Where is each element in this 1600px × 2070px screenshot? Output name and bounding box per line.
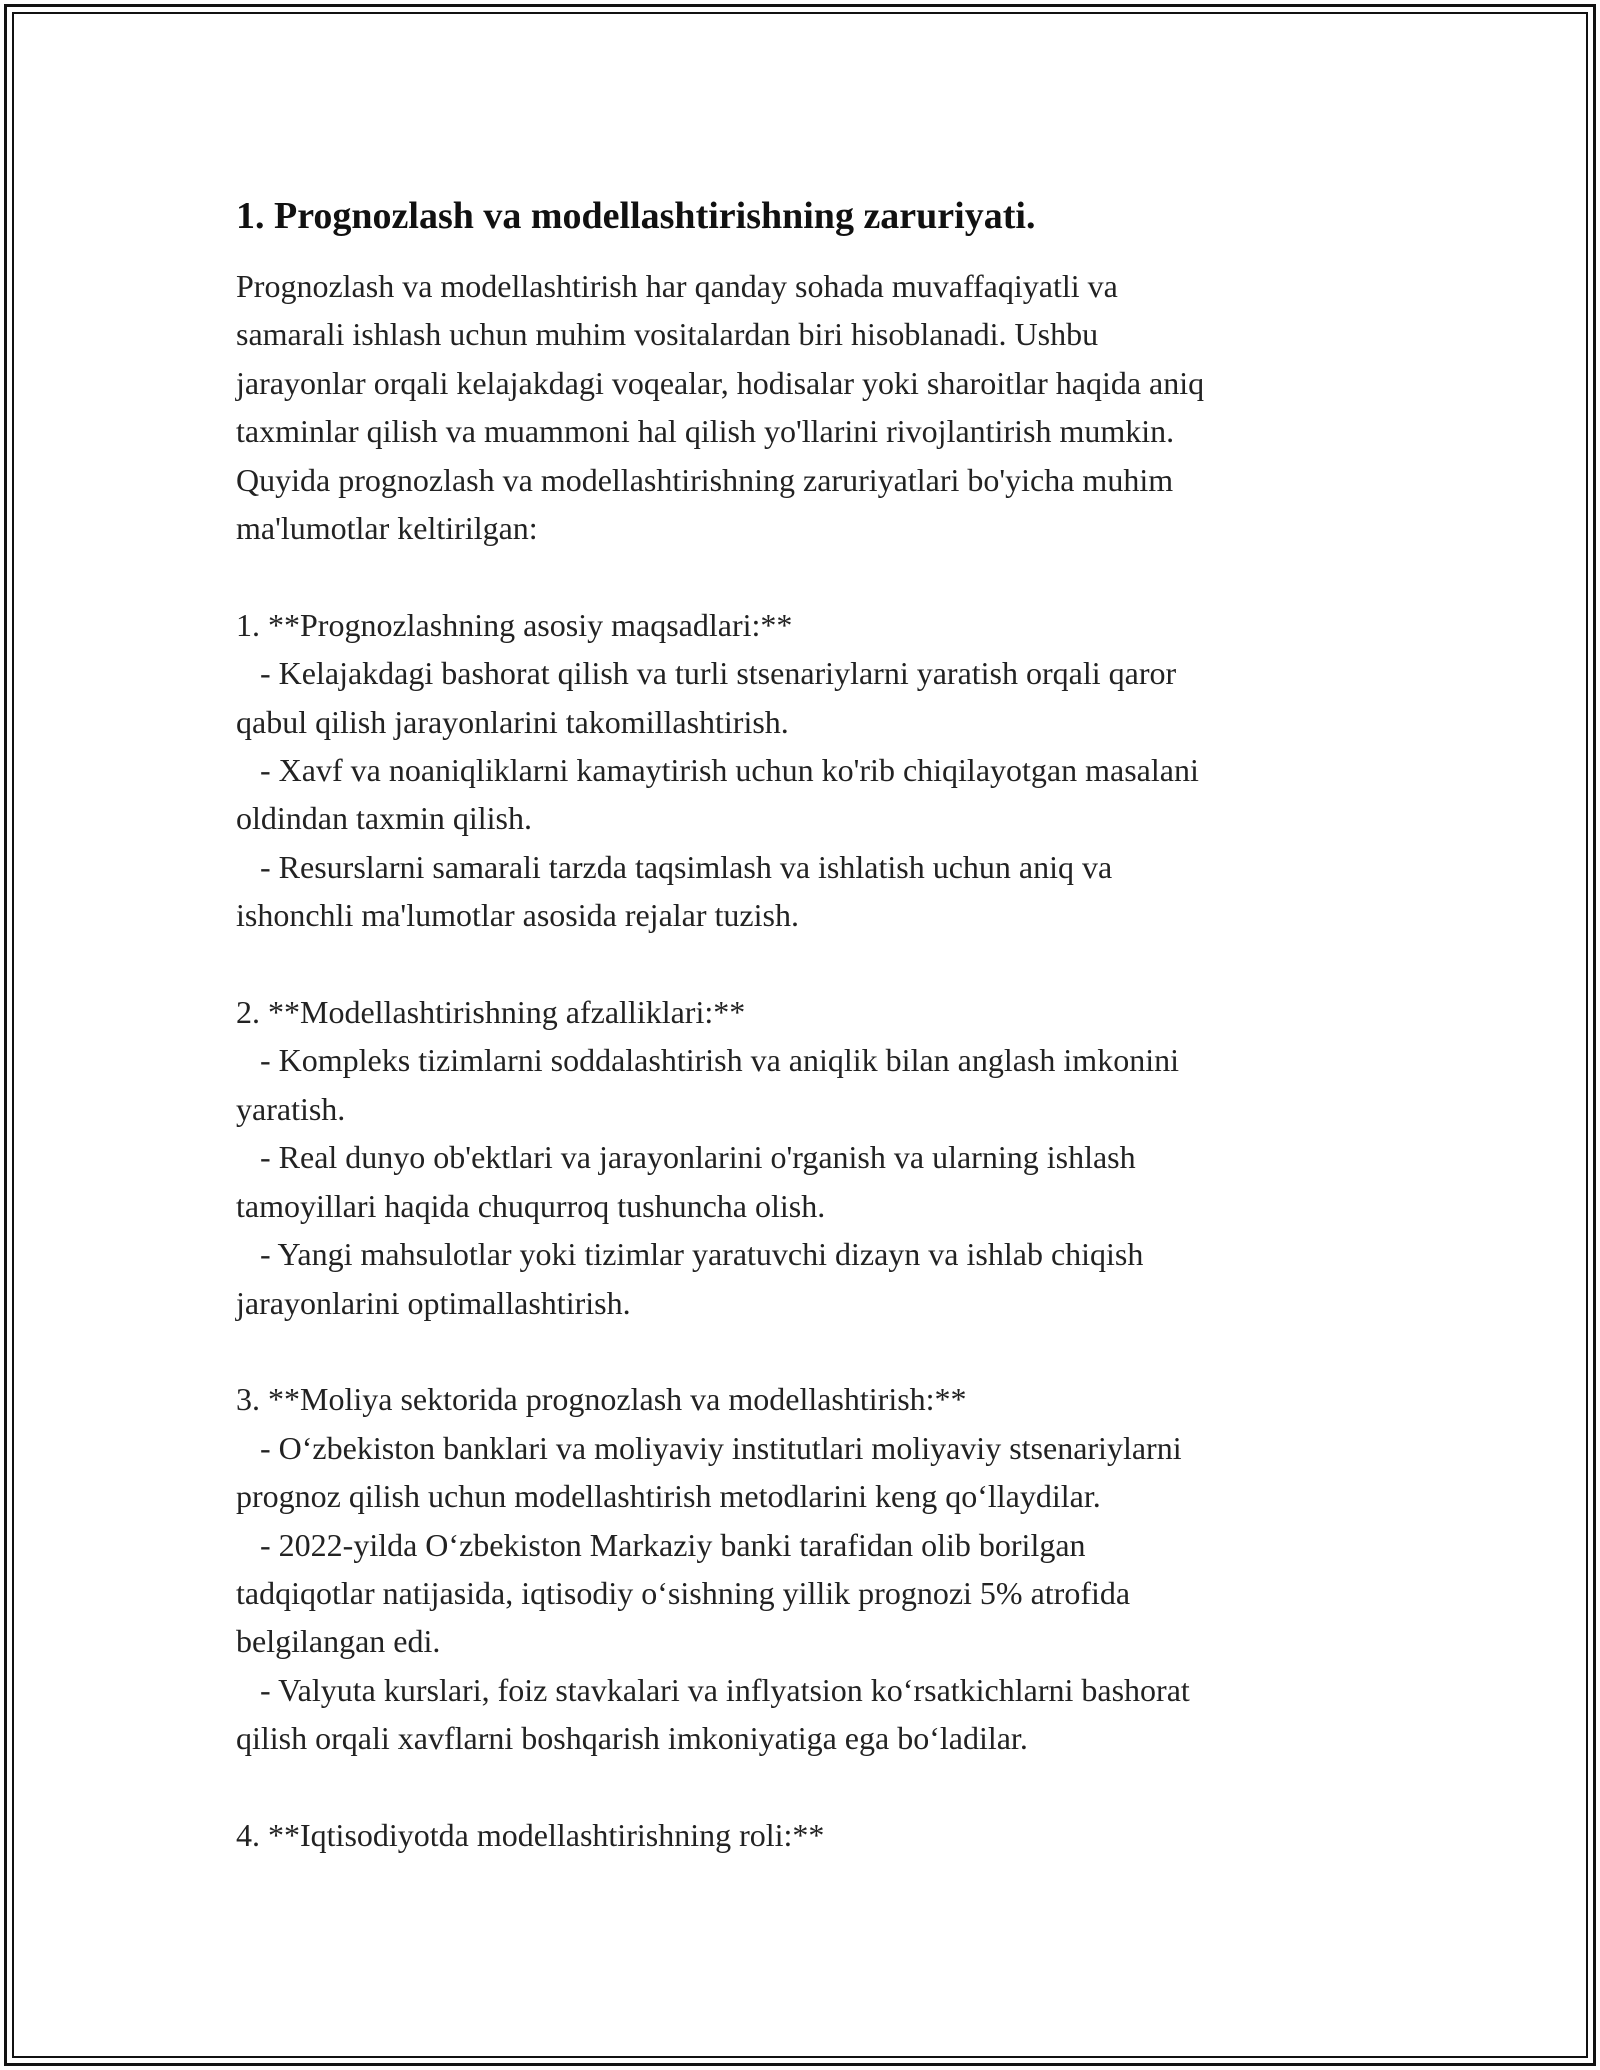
text-line: - Kelajakdagi bashorat qilish va turli stsenariylarni yaratish orqali qaror bbox=[236, 655, 1177, 692]
text-line: belgilangan edi. bbox=[236, 1623, 441, 1660]
text-line: yaratish. bbox=[236, 1090, 346, 1127]
text-line bbox=[236, 940, 1376, 988]
text-line: - O‘zbekiston banklari va moliyaviy institutlari moliyaviy stsenariylarni bbox=[236, 1429, 1182, 1466]
text-line: jarayonlarini optimallashtirish. bbox=[236, 1284, 631, 1321]
document-body bbox=[236, 262, 1376, 1859]
text-line: ma'lumotlar keltirilgan: bbox=[236, 510, 538, 547]
text-line: qabul qilish jarayonlarini takomillashtirish. bbox=[236, 703, 789, 740]
text-line: samarali ishlash uchun muhim vositalardan biri hisoblanadi. Ushbu bbox=[236, 316, 1099, 353]
text-line: Quyida prognozlash va modellashtirishning zaruriyatlari bo'yicha muhim bbox=[236, 461, 1174, 498]
text-line bbox=[236, 552, 1376, 600]
text-line: - Real dunyo ob'ektlari va jarayonlarini o'rganish va ularning ishlash bbox=[236, 1139, 1136, 1176]
text-line: - Kompleks tizimlarni soddalashtirish va aniqlik bilan anglash imkonini bbox=[236, 1042, 1179, 1079]
text-line: taxminlar qilish va muammoni hal qilish yo'llarini rivojlantirish mumkin. bbox=[236, 413, 1175, 450]
text-line bbox=[236, 1763, 1376, 1811]
text-line: ishonchli ma'lumotlar asosida rejalar tuzish. bbox=[236, 897, 799, 934]
text-line: 1. **Prognozlashning asosiy maqsadlari:** bbox=[236, 606, 793, 643]
text-line: tadqiqotlar natijasida, iqtisodiy o‘sishning yillik prognozi 5% atrofida bbox=[236, 1574, 1131, 1611]
text-line: 2. **Modellashtirishning afzalliklari:** bbox=[236, 994, 746, 1031]
document-page bbox=[236, 190, 1376, 1859]
text-line: 3. **Moliya sektorida prognozlash va modellashtirish:** bbox=[236, 1381, 967, 1418]
section-heading: 1. Prognozlash va modellashtirishning zaruriyati. bbox=[236, 195, 1036, 237]
text-line: oldindan taxmin qilish. bbox=[236, 800, 532, 837]
text-line: - Resurslarni samarali tarzda taqsimlash va ishlatish uchun aniq va bbox=[236, 848, 1113, 885]
text-line: prognoz qilish uchun modellashtirish metodlarini keng qo‘llaydilar. bbox=[236, 1478, 1101, 1515]
text-line: - Xavf va noaniqliklarni kamaytirish uchun ko'rib chiqilayotgan masalani bbox=[236, 752, 1199, 789]
text-line: - Yangi mahsulotlar yoki tizimlar yaratuvchi dizayn va ishlab chiqish bbox=[236, 1236, 1144, 1273]
text-line: 4. **Iqtisodiyotda modellashtirishning roli:** bbox=[236, 1816, 825, 1853]
text-line: qilish orqali xavflarni boshqarish imkoniyatiga ega bo‘ladilar. bbox=[236, 1720, 1028, 1757]
text-line: jarayonlar orqali kelajakdagi voqealar, hodisalar yoki sharoitlar haqida aniq bbox=[236, 364, 1205, 401]
text-line bbox=[236, 1327, 1376, 1375]
text-line: - 2022-yilda O‘zbekiston Markaziy banki tarafidan olib borilgan bbox=[236, 1526, 1086, 1563]
text-line: Prognozlash va modellashtirish har qanday sohada muvaffaqiyatli va bbox=[236, 268, 1118, 304]
text-line: - Valyuta kurslari, foiz stavkalari va inflyatsion ko‘rsatkichlarni bashorat bbox=[236, 1671, 1190, 1708]
text-line: tamoyillari haqida chuqurroq tushuncha olish. bbox=[236, 1187, 826, 1224]
